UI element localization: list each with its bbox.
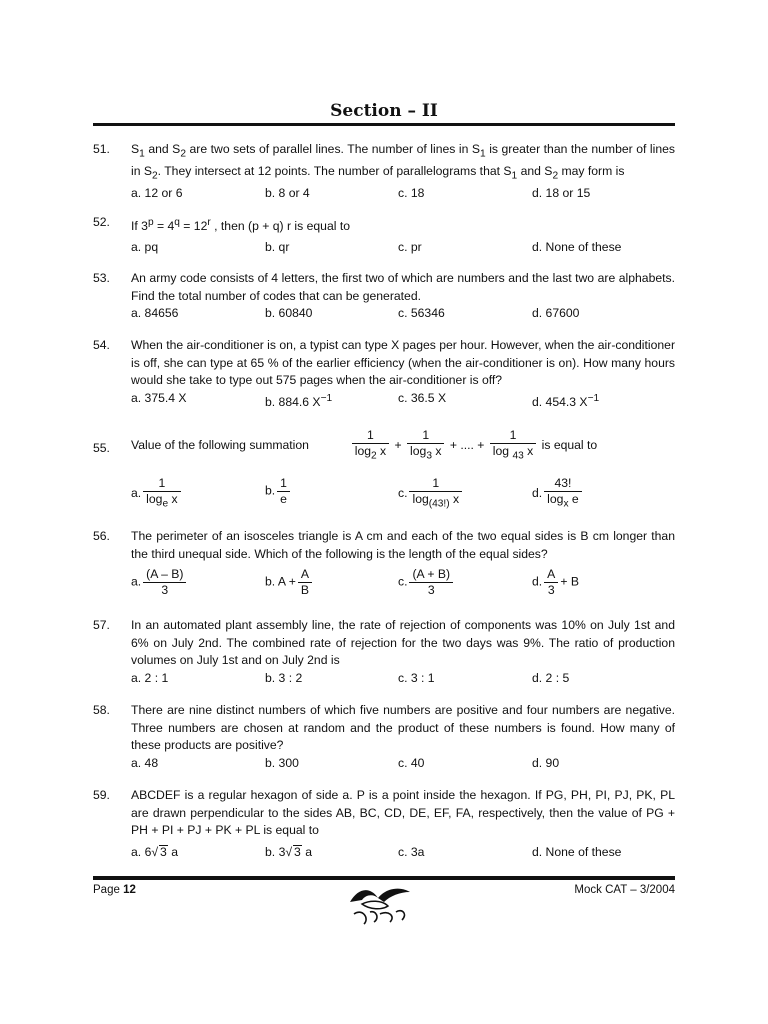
answer-options [131, 305, 675, 323]
summation-term-2: $\frac{1}{\log_3 x}$ [407, 428, 444, 463]
answer-options [131, 390, 675, 408]
question-number: 53. [93, 271, 110, 285]
option-c: c. 18 [398, 185, 425, 200]
question-text: In an automated plant assembly line, the rate of rejection of components was 10% on July 1st and 6% on July 2nd. The combined rate of rejection for the two days was 9%. The ratio of production volumes on July 1st and on July 2nd is [131, 618, 675, 667]
page-number: Page 12 [93, 884, 136, 896]
option-b: b. 3√ 3 a [265, 844, 312, 859]
option-b: b. 8 or 4 [265, 185, 310, 200]
question-number: 57. [93, 618, 110, 632]
option-d: d. 2 : 5 [532, 670, 570, 685]
option-d: d. 90 [532, 755, 560, 770]
option-a: a. 6√ 3 a [131, 844, 178, 859]
pegasus-logo [340, 884, 420, 928]
question-text: An army code consists of 4 letters, the first two of which are numbers and the last two are alphabets. Find the total number of codes that can be generated. [131, 271, 675, 303]
question-number: 59. [93, 788, 110, 802]
option-b: b. 300 [265, 755, 299, 770]
test-name: Mock CAT – 3/2004 [574, 884, 675, 896]
question-52 [93, 214, 675, 257]
summation-term-n: $\frac{1}{\log _{43} x}$ [490, 428, 536, 463]
sqrt-symbol: √ [285, 844, 293, 859]
option-c: c. pr [398, 239, 422, 254]
option-a: a. 2 : 1 [131, 670, 169, 685]
answer-options [131, 755, 675, 773]
question-number: 55. [93, 441, 110, 455]
option-c: c. 56346 [398, 306, 445, 320]
pegasus-logo-icon [340, 884, 420, 928]
section-title: Section – II [330, 101, 438, 121]
question-number: 56. [93, 529, 110, 543]
option-c: c. 3 : 1 [398, 670, 435, 685]
question-59 [93, 787, 675, 862]
question-text: When the air-conditioner is on, a typist can type X pages per hour. However, when the air-conditioner is off, she can type at 65 % of the earlier efficiency (when the air-conditioner is on). How many hours would she take to type out 575 pages when the air-conditioner is off? [131, 338, 675, 387]
option-b: b. $\frac{1}{e}$ [265, 476, 292, 507]
option-b: b. 60840 [265, 306, 313, 320]
question-number: 54. [93, 338, 110, 352]
option-d: d. $\frac{43!}{\log_x e}$ [532, 476, 584, 511]
option-a: a. pq [131, 239, 159, 254]
option-a: a. 375.4 X [131, 390, 187, 405]
option-d: d. 67600 [532, 306, 580, 320]
option-a: a. $\frac{1}{\log_e x}$ [131, 476, 183, 511]
answer-options [131, 476, 675, 516]
option-d: d. $\frac{A}{3}$ + B [532, 567, 579, 597]
option-a: a. $\frac{(A - B)}{3}$ [131, 567, 188, 598]
option-b: b. A + $\frac{A}{B}$ [265, 567, 314, 598]
question-text: If $3^p = 4^q = 12^r$ , then (p + q) r is equal to [131, 217, 350, 234]
summation-term-1: $\frac{1}{\log_2 x}$ [352, 428, 389, 463]
option-a: a. 12 or 6 [131, 185, 183, 200]
option-c: c. 3a [398, 844, 425, 859]
question-text: $S_1$ and $S_2$ are two sets of parallel lines. The number of lines in $S_1$ is greater than the number of lines in $S_2$. They intersect at 12 points. The number of parallelograms that $S_1$ and $S_2$ may form is [131, 142, 675, 182]
option-a: a. 48 [131, 755, 159, 770]
option-d: d. None of these [532, 239, 622, 254]
option-d: d. None of these [532, 844, 622, 859]
question-53 [93, 270, 675, 323]
question-58 [93, 702, 675, 773]
option-c: c. 40 [398, 755, 425, 770]
question-54 [93, 337, 675, 408]
question-text: Value of the following summation $\frac{1}{\log_2 x}$ + $\frac{1}{\log_3 x}$ + .... + $\frac{1}{\log _{43} x}$ is equal to [131, 428, 598, 462]
question-number: 51. [93, 142, 110, 156]
question-55 [93, 428, 675, 516]
question-51 [93, 141, 675, 203]
question-text: ABCDEF is a regular hexagon of side a. P is a point inside the hexagon. If PG, PH, PI, PJ, PK, PL are drawn perpendicular to the sides AB, BC, CD, DE, EF, FA, respectively, then the value of PG + PH + PI + PJ + PK + PL is equal to [131, 788, 675, 837]
answer-options [131, 670, 675, 688]
answer-options [131, 185, 675, 203]
question-57 [93, 617, 675, 688]
answer-options [131, 567, 675, 607]
option-b: b. 884.6 $X^{-1}$ [265, 392, 333, 409]
header-rule [93, 123, 675, 126]
footer-rule [93, 876, 675, 880]
answer-options [131, 844, 675, 862]
option-c: c. $\frac{(A + B)}{3}$ [398, 567, 455, 598]
option-b: b. 3 : 2 [265, 670, 303, 685]
option-d: d. 18 or 15 [532, 185, 591, 200]
option-d: d. 454.3 $X^{-1}$ [532, 392, 600, 409]
option-b: b. qr [265, 239, 290, 254]
question-number: 58. [93, 703, 110, 717]
option-a: a. 84656 [131, 306, 179, 320]
question-text: The perimeter of an isosceles triangle is A cm and each of the two equal sides is B cm longer than the third unequal side. Which of the following is the length of the equal sides? [131, 529, 675, 561]
option-c: c. 36.5 X [398, 390, 447, 405]
answer-options [131, 239, 675, 257]
question-56 [93, 528, 675, 607]
question-text: There are nine distinct numbers of which five numbers are positive and four numbers are negative. Three numbers are chosen at random and the product of these numbers is found. How many of these products are positive? [131, 703, 675, 752]
question-number: 52. [93, 215, 110, 229]
option-c: c. $\frac{1}{\log_{(43!)} x}$ [398, 476, 464, 511]
sqrt-symbol: √ [151, 844, 159, 859]
